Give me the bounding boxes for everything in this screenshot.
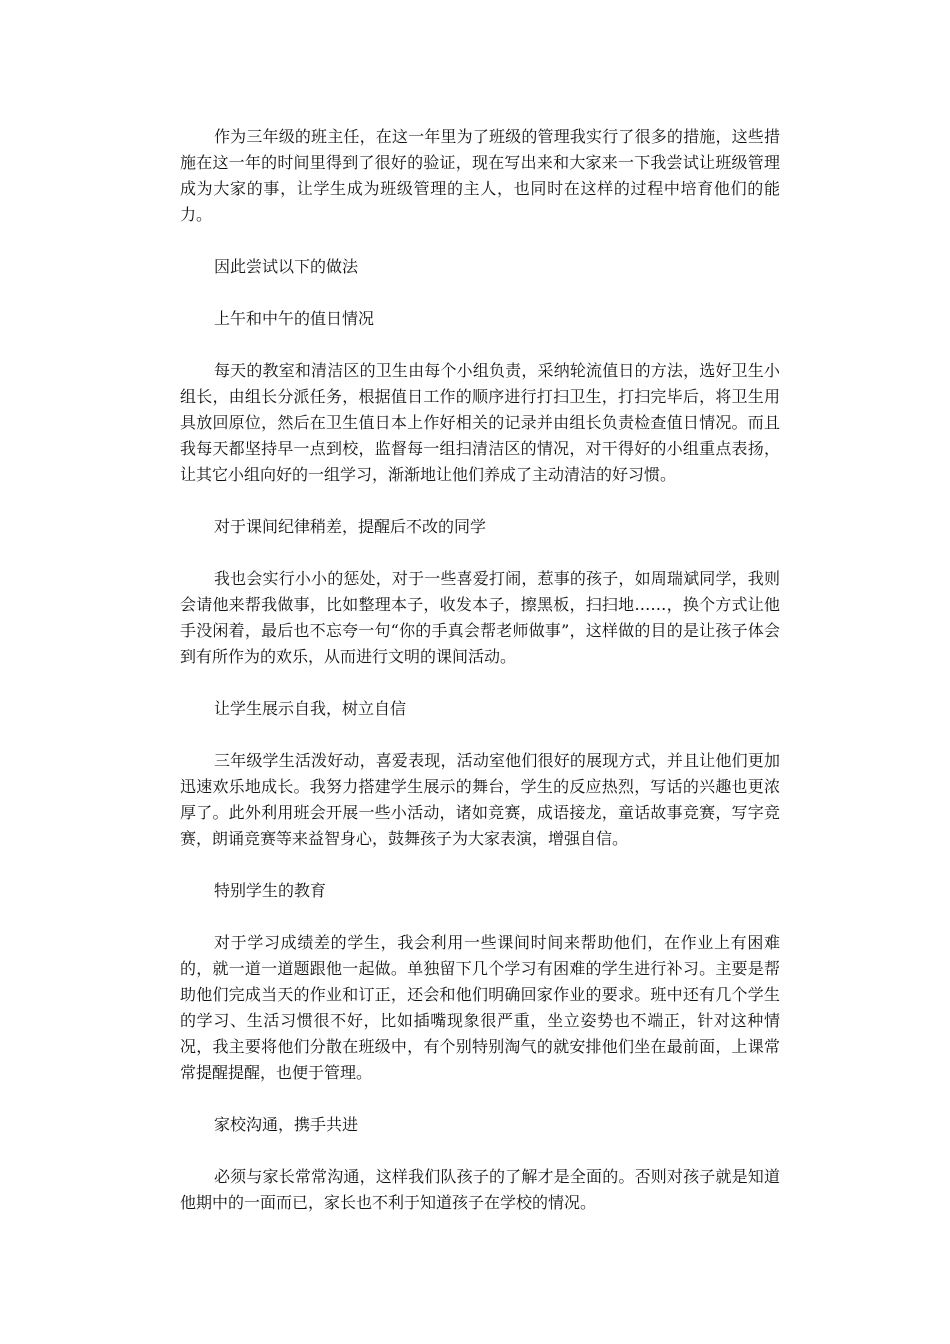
paragraph-confidence: 三年级学生活泼好动，喜爱表现，活动室他们很好的展现方式，并且让他们更加迅速欢乐地成长。我努力搭建学生展示的舞台，学生的反应热烈，写话的兴趣也更浓厚了。此外利用班会开展一些小活动，诸如竞赛，成语接龙，童话故事竞赛，写字竞赛，朗诵竞赛等来益智身心，鼓舞孩子为大家表演，增强自信。 <box>180 751 780 848</box>
section-heading-approach: 因此尝试以下的做法 <box>214 257 359 276</box>
paragraph-home-school: 必须与家长常常沟通，这样我们队孩子的了解才是全面的。否则对孩子就是知道他期中的一面而已，家长也不利于知道孩子在学校的情况。 <box>180 1167 780 1212</box>
section-heading-confidence: 让学生展示自我，树立自信 <box>214 699 407 718</box>
spacer <box>180 1138 780 1164</box>
spacer <box>180 852 780 878</box>
spacer <box>180 1086 780 1112</box>
section-heading-home-school: 家校沟通，携手共进 <box>214 1115 359 1134</box>
spacer <box>180 722 780 748</box>
paragraph-discipline: 我也会实行小小的惩处，对于一些喜爱打闹，惹事的孩子，如周瑞斌同学，我则会请他来帮我做事，比如整理本子，收发本子，擦黑板，扫扫地……，换个方式让他手没闲着，最后也不忘夸一句“你的手真会帮老师做事”，这样做的目的是让孩子体会到有所作为的欢乐，从而进行文明的课间活动。 <box>180 569 780 666</box>
spacer <box>180 280 780 306</box>
paragraph-special-students: 对于学习成绩差的学生，我会利用一些课间时间来帮助他们，在作业上有困难的，就一道一道题跟他一起做。单独留下几个学习有困难的学生进行补习。主要是帮助他们完成当天的作业和订正，还会和他们明确回家作业的要求。班中还有几个学生的学习、生活习惯很不好，比如插嘴现象很严重，坐立姿势也不端正，针对这种情况，我主要将他们分散在班级中，有个别特别淘气的就安排他们坐在最前面，上课常常提醒提醒，也便于管理。 <box>180 933 780 1082</box>
paragraph-duty: 每天的教室和清洁区的卫生由每个小组负责，采纳轮流值日的方法，选好卫生小组长，由组长分派任务，根据值日工作的顺序进行打扫卫生，打扫完毕后，将卫生用具放回原位，然后在卫生值日本上作好相关的记录并由组长负责检查值日情况。而且我每天都坚持早一点到校，监督每一组扫清洁区的情况，对干得好的小组重点表扬，让其它小组向好的一组学习，渐渐地让他们养成了主动清洁的好习惯。 <box>180 361 780 484</box>
spacer <box>180 488 780 514</box>
spacer <box>180 540 780 566</box>
section-heading-discipline: 对于课间纪律稍差，提醒后不改的同学 <box>214 517 487 536</box>
spacer <box>180 670 780 696</box>
spacer <box>180 228 780 254</box>
spacer <box>180 332 780 358</box>
spacer <box>180 904 780 930</box>
paragraph-intro: 作为三年级的班主任，在这一年里为了班级的管理我实行了很多的措施，这些措施在这一年的时间里得到了很好的验证，现在写出来和大家来一下我尝试让班级管理成为大家的事，让学生成为班级管理的主人，也同时在这样的过程中培育他们的能力。 <box>180 127 780 224</box>
section-heading-special-students: 特别学生的教育 <box>214 881 327 900</box>
document-body <box>180 124 780 1216</box>
section-heading-duty: 上午和中午的值日情况 <box>214 309 375 328</box>
